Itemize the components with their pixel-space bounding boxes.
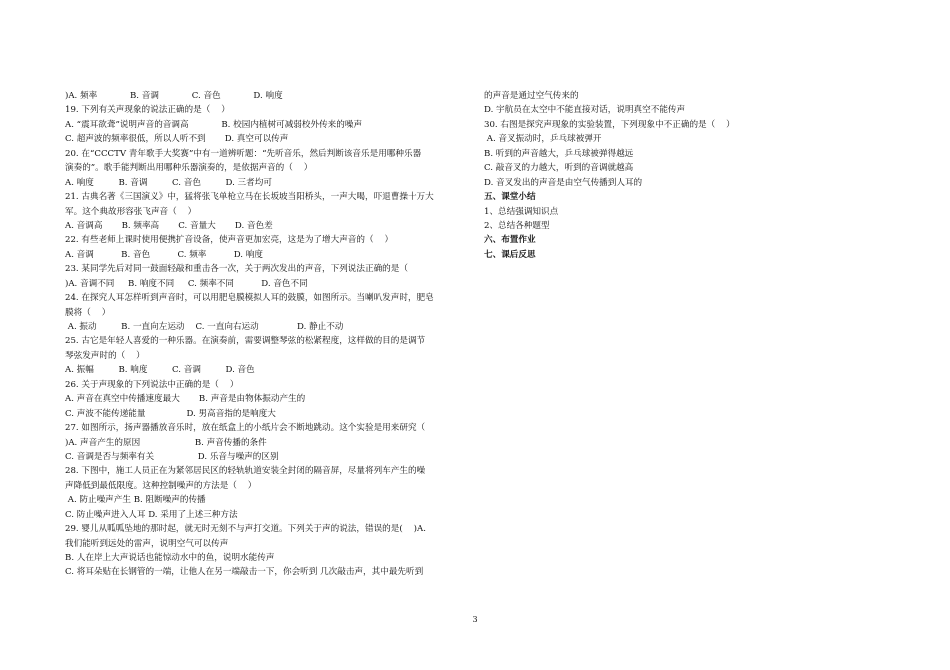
text-line: C. 声波不能传递能量 D. 男高音指的是响度大	[65, 408, 276, 419]
text-line: 2、总结各种题型	[484, 220, 550, 231]
section-heading: 七、课后反思	[484, 249, 536, 260]
text-line: 30. 右图是探究声现象的实验装置，下列现象中不正确的是（ ）	[484, 119, 735, 130]
text-line: B. 人在岸上大声说话也能惊动水中的鱼，说明水能传声	[65, 553, 275, 563]
text-line: C. 音调是否与频率有关 D. 乐音与噪声的区别	[65, 451, 279, 462]
text-line: A. 音调高 B. 频率高 C. 音量大 D. 音色差	[65, 220, 273, 231]
text-line: )A. 频率 B. 音调 C. 音色 D. 响度	[65, 91, 283, 101]
text-line: )A. 声音产生的原因 B. 声音传播的条件	[65, 437, 267, 448]
text-line: A. 音叉振动时，乒乓球被弹开	[484, 134, 602, 145]
right-column	[484, 89, 804, 262]
text-line: 的声音是通过空气传来的	[484, 91, 579, 101]
page-number: 3	[472, 615, 478, 624]
text-line: 声降低到最低限度。这种控制噪声的方法是（ ）	[65, 480, 257, 491]
text-line: C. 将耳朵贴在长钢管的一端，让他人在另一端敲击一下，你会听到 几次敲击声，其中最先听到	[65, 567, 424, 578]
text-line: 膜将（ ）	[65, 307, 111, 318]
text-line: 琴弦发声时的（ ）	[65, 350, 145, 361]
section-heading: 六、布置作业	[484, 235, 536, 246]
text-line: 24. 在探究人耳怎样听到声音时，可以用肥皂膜模拟人耳的鼓膜，如图所示。当喇叭发声时，肥皂	[65, 293, 434, 304]
text-line: 26. 关于声现象的下列说法中正确的是（ ）	[65, 379, 239, 390]
text-line: 19. 下列有关声现象的说法正确的是（ ）	[65, 105, 230, 116]
text-line: 21. 古典名著《三国演义》中，猛将张飞单枪立马在长坂坡当阳桥头，一声大喝，吓退曹操十万大	[65, 192, 434, 203]
text-line: 军。这个典故形容张飞声音（ ）	[65, 206, 197, 217]
text-line: A. “震耳欲聋”说明声音的音调高 B. 校园内植树可减弱校外传来的噪声	[65, 119, 363, 130]
text-line: A. 防止噪声产生 B. 阻断噪声的传播	[65, 495, 206, 506]
text-line: D. 宇航员在太空中不能直接对话，说明真空不能传声	[484, 105, 686, 116]
text-line: 我们能听到远处的雷声，说明空气可以传声	[65, 538, 229, 549]
text-line: 27. 如图所示，扬声器播放音乐时，放在纸盒上的小纸片会不断地跳动。这个实验是用来研究（	[65, 423, 426, 434]
text-line: 28. 下图中，施工人员正在为紧邻居民区的轻轨轨道安装全封闭的隔音屏，尽量将列车产生的噪	[65, 466, 426, 477]
text-line: 22. 有些老师上课时使用便携扩音设备，使声音更加宏亮，这是为了增大声音的（ ）	[65, 235, 394, 246]
left-column	[65, 89, 470, 580]
text-line: D. 音叉发出的声音是由空气传播到人耳的	[484, 177, 643, 188]
text-line: B. 听到的声音越大，乒乓球被弹得越远	[484, 148, 634, 159]
text-line: A. 振动 B. 一直向左运动 C. 一直向右运动 D. 静止不动	[65, 322, 344, 332]
text-line: )A. 音调不同 B. 响度不同 C. 频率不同 D. 音色不同	[65, 278, 308, 289]
text-line: 25. 古它是年轻人喜爱的一种乐器。在演奏前，需要调整琴弦的松紧程度，这样做的目的是调节	[65, 336, 426, 347]
text-line: A. 音调 B. 音色 C. 频率 D. 响度	[65, 249, 263, 260]
text-line: C. 敲音叉的力越大，听到的音调就越高	[484, 163, 634, 174]
text-line: 23. 某同学先后对同一鼓面轻敲和重击各一次，关于两次发出的声音，下列说法正确的是（	[65, 264, 408, 275]
text-line: A. 响度 B. 音调 C. 音色 D. 三者均可	[65, 177, 272, 188]
text-line: 20. 在“CCCTV 青年歌手大奖赛”中有一道辨听题：“先听音乐，然后判断该音乐是用哪种乐器	[65, 148, 422, 159]
text-line: A. 振幅 B. 响度 C. 音调 D. 音色	[65, 365, 255, 376]
text-line: C. 超声波的频率很低，所以人听不到 D. 真空可以传声	[65, 134, 289, 145]
text-line: C. 防止噪声进入人耳 D. 采用了上述三种方法	[65, 509, 238, 520]
text-line: 1、总结强调知识点	[484, 206, 559, 217]
section-heading: 五、课堂小结	[484, 192, 536, 203]
text-line: 演奏的”。歌手能判断出用哪种乐器演奏的，是依据声音的（ ）	[65, 163, 313, 174]
text-line: 29. 婴儿从呱呱坠地的那时起，就无时无刻不与声打交道。下列关于声的说法，错误的是( )A.	[65, 524, 426, 535]
text-line: A. 声音在真空中传播速度最大 B. 声音是由物体振动产生的	[65, 394, 306, 405]
